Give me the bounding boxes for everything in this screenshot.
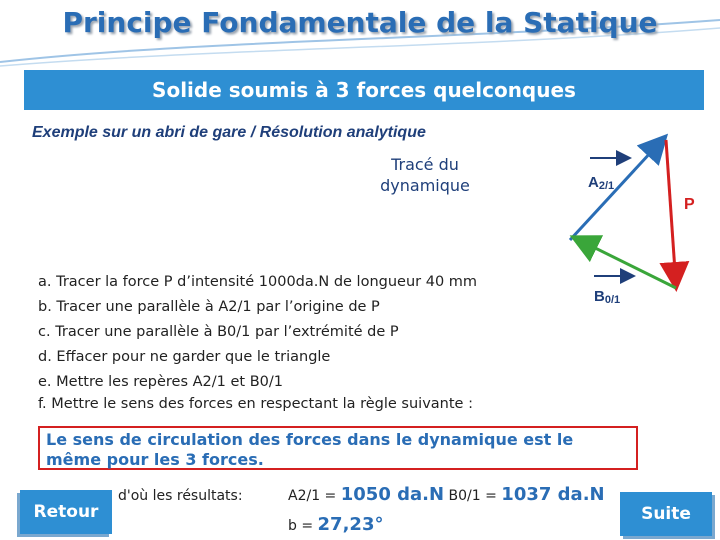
step-a: a. Tracer la force P d’intensité 1000da.N de longueur 40 mm	[38, 274, 478, 290]
page-title: Principe Fondamentale de la Statique	[62, 6, 658, 39]
result-angle-value: 27,23°	[317, 514, 384, 535]
label-a21-letter: A	[588, 174, 599, 191]
step-f: f. Mettre le sens des forces en respectant la règle suivante :	[38, 396, 473, 412]
label-b01-letter: B	[594, 288, 605, 305]
step-d: d. Effacer pour ne garder que le triangle	[38, 349, 331, 365]
label-a21-sub: 2/1	[598, 180, 615, 192]
steps-list	[38, 270, 477, 395]
vector-p	[666, 140, 676, 286]
trace-label-line1: Tracé du	[391, 155, 459, 174]
vector-a21	[570, 138, 664, 240]
result-angle-label: b =	[288, 518, 314, 534]
section-banner: Solide soumis à 3 forces quelconques	[24, 70, 704, 110]
results-forces	[288, 484, 605, 505]
step-c: c. Tracer une parallèle à B0/1 par l’extrémité de P	[38, 324, 399, 340]
rule-box: Le sens de circulation des forces dans le dynamique est le même pour les 3 forces.	[38, 426, 638, 470]
results-intro: d'où les résultats:	[118, 488, 243, 504]
back-button[interactable]: Retour	[20, 490, 112, 534]
trace-label-line2: dynamique	[380, 176, 470, 195]
step-e: e. Mettre les repères A2/1 et B0/1	[38, 374, 284, 390]
step-b: b. Tracer une parallèle à A2/1 par l’origine de P	[38, 299, 380, 315]
vector-b01	[575, 238, 676, 288]
result-b-value: 1037 da.N	[501, 484, 605, 505]
result-a-value: 1050 da.N	[340, 484, 445, 505]
label-a21	[588, 174, 614, 191]
result-a-label: A2/1 =	[288, 488, 337, 504]
label-b01	[594, 288, 620, 305]
result-b-label: B0/1 =	[448, 488, 497, 504]
example-heading: Exemple sur un abri de gare / Résolution analytique	[32, 124, 426, 141]
next-button[interactable]: Suite	[620, 492, 712, 536]
results-angle	[288, 514, 383, 535]
label-p: P	[684, 196, 695, 213]
label-b01-sub: 0/1	[604, 294, 621, 306]
